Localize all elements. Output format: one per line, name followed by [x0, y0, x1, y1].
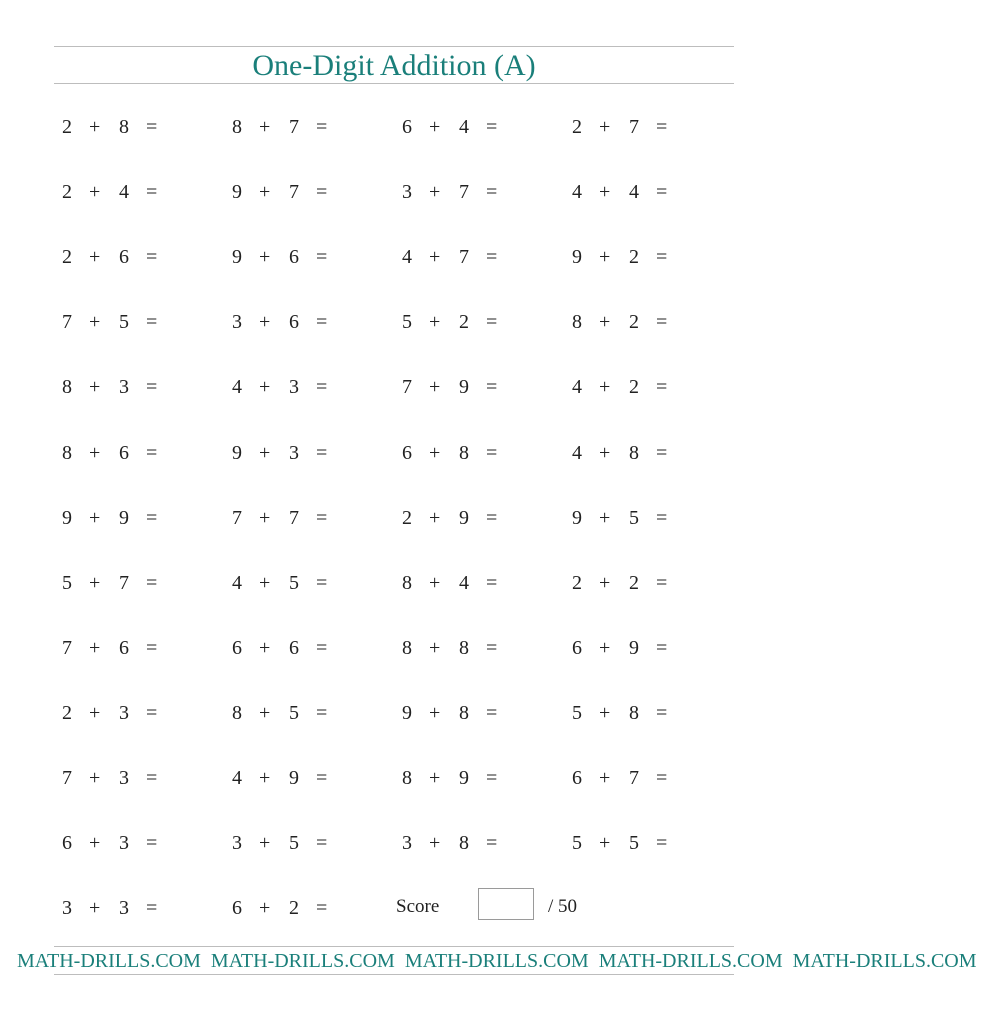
problem-item: [232, 896, 392, 920]
equals-sign: =: [146, 181, 158, 203]
plus-sign: +: [429, 702, 441, 724]
footer-watermark-text: MATH-DRILLS.COM: [404, 950, 589, 972]
equals-sign: =: [656, 832, 668, 854]
equals-sign: =: [656, 311, 668, 333]
problem-item: [572, 766, 732, 790]
problem-item: [62, 571, 222, 595]
plus-sign: +: [599, 767, 611, 789]
second-addend: 2: [629, 311, 639, 333]
problem-item: [402, 310, 562, 334]
equals-sign: =: [316, 897, 328, 919]
second-addend: 4: [459, 116, 469, 138]
second-addend: 3: [119, 897, 129, 919]
second-addend: 4: [119, 181, 129, 203]
second-addend: 8: [459, 702, 469, 724]
plus-sign: +: [599, 246, 611, 268]
second-addend: 7: [629, 116, 639, 138]
second-addend: 4: [629, 181, 639, 203]
equals-sign: =: [656, 507, 668, 529]
problem-item: [62, 896, 222, 920]
plus-sign: +: [259, 767, 271, 789]
footer-bottom-rule: [54, 974, 734, 975]
equals-sign: =: [656, 572, 668, 594]
equals-sign: =: [486, 311, 498, 333]
problem-item: [572, 571, 732, 595]
problem-item: [62, 701, 222, 725]
second-addend: 7: [289, 181, 299, 203]
plus-sign: +: [89, 181, 101, 203]
second-addend: 7: [289, 507, 299, 529]
problem-item: [572, 115, 732, 139]
score-input-box[interactable]: [478, 888, 534, 920]
second-addend: 9: [459, 376, 469, 398]
first-addend: 3: [62, 897, 72, 919]
first-addend: 7: [62, 637, 72, 659]
plus-sign: +: [429, 572, 441, 594]
first-addend: 2: [62, 246, 72, 268]
plus-sign: +: [89, 637, 101, 659]
problem-item: [232, 441, 392, 465]
first-addend: 9: [232, 442, 242, 464]
equals-sign: =: [486, 702, 498, 724]
first-addend: 5: [572, 832, 582, 854]
plus-sign: +: [259, 897, 271, 919]
first-addend: 3: [402, 832, 412, 854]
plus-sign: +: [429, 311, 441, 333]
problem-item: [62, 441, 222, 465]
first-addend: 6: [572, 767, 582, 789]
second-addend: 6: [289, 637, 299, 659]
problem-item: [232, 831, 392, 855]
equals-sign: =: [656, 376, 668, 398]
plus-sign: +: [599, 116, 611, 138]
equals-sign: =: [486, 246, 498, 268]
second-addend: 8: [629, 702, 639, 724]
problem-item: [62, 831, 222, 855]
equals-sign: =: [316, 246, 328, 268]
problem-item: [232, 245, 392, 269]
problem-item: [402, 766, 562, 790]
second-addend: 2: [459, 311, 469, 333]
second-addend: 5: [629, 507, 639, 529]
plus-sign: +: [259, 311, 271, 333]
second-addend: 5: [289, 572, 299, 594]
problem-item: [232, 506, 392, 530]
equals-sign: =: [146, 311, 158, 333]
equals-sign: =: [486, 181, 498, 203]
second-addend: 6: [119, 637, 129, 659]
second-addend: 7: [289, 116, 299, 138]
first-addend: 6: [402, 442, 412, 464]
first-addend: 6: [62, 832, 72, 854]
equals-sign: =: [656, 702, 668, 724]
first-addend: 8: [232, 702, 242, 724]
plus-sign: +: [259, 442, 271, 464]
second-addend: 9: [459, 507, 469, 529]
plus-sign: +: [599, 311, 611, 333]
equals-sign: =: [486, 116, 498, 138]
problem-item: [62, 375, 222, 399]
plus-sign: +: [429, 116, 441, 138]
equals-sign: =: [316, 572, 328, 594]
second-addend: 7: [459, 246, 469, 268]
problem-item: [572, 310, 732, 334]
plus-sign: +: [429, 181, 441, 203]
problem-item: [232, 701, 392, 725]
first-addend: 3: [402, 181, 412, 203]
second-addend: 4: [459, 572, 469, 594]
second-addend: 6: [289, 311, 299, 333]
plus-sign: +: [89, 702, 101, 724]
first-addend: 8: [402, 572, 412, 594]
problem-item: [572, 701, 732, 725]
second-addend: 9: [629, 637, 639, 659]
first-addend: 2: [62, 181, 72, 203]
problem-item: [62, 310, 222, 334]
equals-sign: =: [146, 572, 158, 594]
plus-sign: +: [89, 246, 101, 268]
equals-sign: =: [146, 832, 158, 854]
plus-sign: +: [89, 376, 101, 398]
problem-item: [402, 506, 562, 530]
second-addend: 2: [289, 897, 299, 919]
first-addend: 9: [402, 702, 412, 724]
second-addend: 7: [629, 767, 639, 789]
second-addend: 3: [119, 702, 129, 724]
second-addend: 3: [289, 442, 299, 464]
first-addend: 9: [232, 181, 242, 203]
second-addend: 8: [459, 637, 469, 659]
footer-watermark: [17, 948, 977, 974]
plus-sign: +: [89, 311, 101, 333]
problem-item: [232, 115, 392, 139]
first-addend: 9: [572, 246, 582, 268]
equals-sign: =: [486, 442, 498, 464]
plus-sign: +: [429, 832, 441, 854]
first-addend: 3: [232, 832, 242, 854]
plus-sign: +: [599, 702, 611, 724]
first-addend: 2: [572, 116, 582, 138]
equals-sign: =: [486, 832, 498, 854]
plus-sign: +: [259, 572, 271, 594]
plus-sign: +: [429, 507, 441, 529]
first-addend: 4: [402, 246, 412, 268]
plus-sign: +: [599, 181, 611, 203]
plus-sign: +: [259, 116, 271, 138]
second-addend: 7: [119, 572, 129, 594]
problem-item: [572, 245, 732, 269]
second-addend: 9: [289, 767, 299, 789]
equals-sign: =: [316, 767, 328, 789]
second-addend: 6: [289, 246, 299, 268]
second-addend: 7: [459, 181, 469, 203]
second-addend: 3: [119, 376, 129, 398]
plus-sign: +: [429, 246, 441, 268]
first-addend: 6: [402, 116, 412, 138]
first-addend: 4: [232, 376, 242, 398]
first-addend: 7: [232, 507, 242, 529]
problem-item: [402, 831, 562, 855]
problem-item: [232, 766, 392, 790]
plus-sign: +: [259, 376, 271, 398]
first-addend: 6: [572, 637, 582, 659]
problem-item: [402, 636, 562, 660]
plus-sign: +: [89, 832, 101, 854]
second-addend: 5: [119, 311, 129, 333]
footer-watermark-text: MATH-DRILLS.COM: [598, 950, 783, 972]
problem-item: [572, 375, 732, 399]
equals-sign: =: [486, 637, 498, 659]
equals-sign: =: [146, 702, 158, 724]
equals-sign: =: [146, 246, 158, 268]
second-addend: 5: [629, 832, 639, 854]
second-addend: 8: [459, 832, 469, 854]
plus-sign: +: [259, 246, 271, 268]
first-addend: 8: [232, 116, 242, 138]
plus-sign: +: [89, 767, 101, 789]
plus-sign: +: [89, 116, 101, 138]
second-addend: 3: [119, 832, 129, 854]
footer-watermark-text: MATH-DRILLS.COM: [210, 950, 395, 972]
plus-sign: +: [599, 832, 611, 854]
second-addend: 3: [119, 767, 129, 789]
first-addend: 2: [402, 507, 412, 529]
first-addend: 3: [232, 311, 242, 333]
problem-item: [62, 180, 222, 204]
first-addend: 8: [402, 767, 412, 789]
equals-sign: =: [316, 442, 328, 464]
second-addend: 8: [119, 116, 129, 138]
equals-sign: =: [316, 181, 328, 203]
plus-sign: +: [429, 442, 441, 464]
equals-sign: =: [316, 311, 328, 333]
second-addend: 6: [119, 442, 129, 464]
equals-sign: =: [146, 897, 158, 919]
problem-item: [572, 180, 732, 204]
equals-sign: =: [656, 637, 668, 659]
second-addend: 2: [629, 376, 639, 398]
problem-item: [402, 180, 562, 204]
problem-item: [232, 310, 392, 334]
plus-sign: +: [259, 702, 271, 724]
equals-sign: =: [656, 246, 668, 268]
problem-item: [232, 636, 392, 660]
second-addend: 9: [119, 507, 129, 529]
equals-sign: =: [316, 637, 328, 659]
second-addend: 9: [459, 767, 469, 789]
second-addend: 3: [289, 376, 299, 398]
equals-sign: =: [316, 116, 328, 138]
plus-sign: +: [89, 897, 101, 919]
problem-item: [402, 441, 562, 465]
footer-watermark-text: MATH-DRILLS.COM: [792, 950, 977, 972]
plus-sign: +: [599, 376, 611, 398]
first-addend: 6: [232, 897, 242, 919]
plus-sign: +: [89, 442, 101, 464]
equals-sign: =: [316, 376, 328, 398]
plus-sign: +: [599, 637, 611, 659]
title-bottom-rule: [54, 83, 734, 84]
second-addend: 2: [629, 246, 639, 268]
equals-sign: =: [146, 507, 158, 529]
plus-sign: +: [599, 442, 611, 464]
first-addend: 9: [62, 507, 72, 529]
problem-item: [62, 115, 222, 139]
first-addend: 8: [62, 442, 72, 464]
equals-sign: =: [486, 507, 498, 529]
problem-item: [62, 636, 222, 660]
problem-item: [232, 180, 392, 204]
first-addend: 8: [62, 376, 72, 398]
score-label: Score: [396, 896, 440, 917]
plus-sign: +: [429, 637, 441, 659]
plus-sign: +: [89, 572, 101, 594]
first-addend: 9: [572, 507, 582, 529]
problem-item: [402, 245, 562, 269]
first-addend: 5: [402, 311, 412, 333]
first-addend: 5: [572, 702, 582, 724]
problem-item: [62, 245, 222, 269]
problem-item: [62, 766, 222, 790]
first-addend: 8: [572, 311, 582, 333]
problem-item: [572, 831, 732, 855]
plus-sign: +: [599, 507, 611, 529]
equals-sign: =: [486, 572, 498, 594]
plus-sign: +: [89, 507, 101, 529]
first-addend: 7: [62, 767, 72, 789]
equals-sign: =: [316, 507, 328, 529]
first-addend: 4: [232, 572, 242, 594]
first-addend: 5: [62, 572, 72, 594]
equals-sign: =: [656, 442, 668, 464]
first-addend: 4: [572, 442, 582, 464]
first-addend: 7: [62, 311, 72, 333]
equals-sign: =: [146, 637, 158, 659]
plus-sign: +: [429, 767, 441, 789]
problem-item: [232, 375, 392, 399]
first-addend: 2: [572, 572, 582, 594]
plus-sign: +: [259, 832, 271, 854]
first-addend: 4: [572, 181, 582, 203]
equals-sign: =: [486, 376, 498, 398]
equals-sign: =: [146, 442, 158, 464]
equals-sign: =: [146, 116, 158, 138]
equals-sign: =: [146, 376, 158, 398]
problem-item: [62, 506, 222, 530]
equals-sign: =: [316, 832, 328, 854]
first-addend: 7: [402, 376, 412, 398]
second-addend: 8: [629, 442, 639, 464]
second-addend: 5: [289, 832, 299, 854]
plus-sign: +: [259, 181, 271, 203]
first-addend: 8: [402, 637, 412, 659]
first-addend: 2: [62, 702, 72, 724]
score-total: / 50: [548, 896, 578, 917]
problem-item: [402, 375, 562, 399]
plus-sign: +: [599, 572, 611, 594]
problem-item: [232, 571, 392, 595]
worksheet-title: One-Digit Addition (A): [252, 49, 536, 82]
problem-item: [572, 636, 732, 660]
equals-sign: =: [656, 767, 668, 789]
footer-top-rule: [54, 946, 734, 947]
problem-item: [402, 701, 562, 725]
problem-item: [572, 441, 732, 465]
first-addend: 6: [232, 637, 242, 659]
first-addend: 4: [572, 376, 582, 398]
footer-watermark-text: MATH-DRILLS.COM: [17, 950, 201, 972]
equals-sign: =: [316, 702, 328, 724]
plus-sign: +: [259, 507, 271, 529]
first-addend: 9: [232, 246, 242, 268]
equals-sign: =: [146, 767, 158, 789]
second-addend: 6: [119, 246, 129, 268]
second-addend: 8: [459, 442, 469, 464]
equals-sign: =: [656, 181, 668, 203]
second-addend: 5: [289, 702, 299, 724]
first-addend: 2: [62, 116, 72, 138]
plus-sign: +: [429, 376, 441, 398]
problem-item: [572, 506, 732, 530]
problem-item: [402, 571, 562, 595]
equals-sign: =: [656, 116, 668, 138]
problem-item: [402, 115, 562, 139]
second-addend: 2: [629, 572, 639, 594]
equals-sign: =: [486, 767, 498, 789]
first-addend: 4: [232, 767, 242, 789]
plus-sign: +: [259, 637, 271, 659]
